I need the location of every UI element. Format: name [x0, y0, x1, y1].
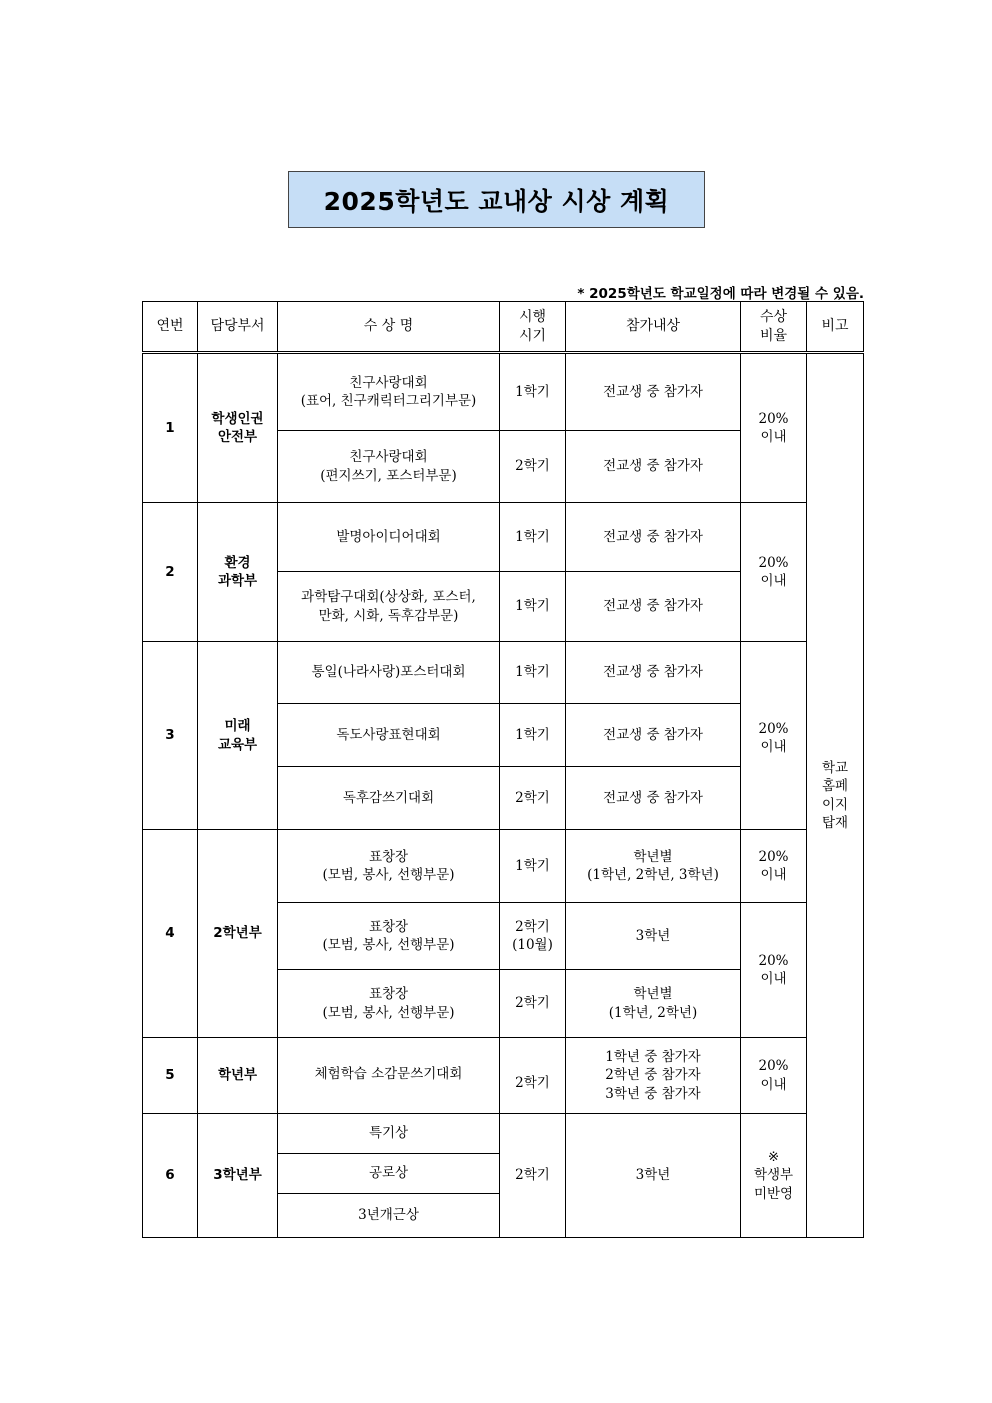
header-no: 연번	[143, 302, 198, 353]
period: 2학기 (10월)	[500, 903, 566, 970]
award-name: 친구사랑대회 (편지쓰기, 포스터부문)	[278, 431, 500, 503]
remark: 학교 홈페 이지 탑재	[807, 353, 864, 1238]
award-name: 발명아이디어대회	[278, 503, 500, 572]
target: 3학년	[566, 1114, 741, 1238]
award-name: 독후감쓰기대회	[278, 767, 500, 830]
schedule-note: * 2025학년도 학교일정에 따라 변경될 수 있음.	[577, 286, 864, 302]
period: 1학기	[500, 503, 566, 572]
target: 전교생 중 참가자	[566, 431, 741, 503]
department: 학생인권 안전부	[198, 353, 278, 503]
period: 2학기	[500, 767, 566, 830]
header-row	[143, 302, 864, 353]
award-ratio: 20% 이내	[741, 1038, 807, 1114]
target: 전교생 중 참가자	[566, 767, 741, 830]
row-number: 3	[143, 642, 198, 830]
award-name: 독도사랑표현대회	[278, 704, 500, 767]
table-row	[143, 642, 864, 704]
header-dept: 담당부서	[198, 302, 278, 353]
row-number: 1	[143, 353, 198, 503]
department: 3학년부	[198, 1114, 278, 1238]
target: 학년별 (1학년, 2학년)	[566, 970, 741, 1038]
row-number: 5	[143, 1038, 198, 1114]
row-number: 2	[143, 503, 198, 642]
period: 2학기	[500, 1038, 566, 1114]
award-name: 공로상	[278, 1154, 500, 1194]
award-ratio: 20% 이내	[741, 642, 807, 830]
department: 학년부	[198, 1038, 278, 1114]
award-name: 3년개근상	[278, 1194, 500, 1238]
department: 2학년부	[198, 830, 278, 1038]
award-name: 체험학습 소감문쓰기대회	[278, 1038, 500, 1114]
period: 1학기	[500, 830, 566, 903]
target: 전교생 중 참가자	[566, 353, 741, 431]
department: 환경 과학부	[198, 503, 278, 642]
award-ratio: ※ 학생부 미반영	[741, 1114, 807, 1238]
award-ratio: 20% 이내	[741, 830, 807, 903]
period: 2학기	[500, 431, 566, 503]
row-number: 4	[143, 830, 198, 1038]
table-row	[143, 503, 864, 572]
period: 2학기	[500, 1114, 566, 1238]
header-period: 시행 시기	[500, 302, 566, 353]
header-remark: 비고	[807, 302, 864, 353]
target: 전교생 중 참가자	[566, 503, 741, 572]
award-plan-table	[142, 301, 864, 1238]
award-name: 표창장 (모범, 봉사, 선행부문)	[278, 970, 500, 1038]
header-ratio: 수상 비율	[741, 302, 807, 353]
target: 1학년 중 참가자 2학년 중 참가자 3학년 중 참가자	[566, 1038, 741, 1114]
header-award: 수 상 명	[278, 302, 500, 353]
page-title: 2025학년도 교내상 시상 계획	[288, 171, 705, 228]
target: 3학년	[566, 903, 741, 970]
period: 1학기	[500, 572, 566, 642]
target: 전교생 중 참가자	[566, 642, 741, 704]
award-name: 표창장 (모범, 봉사, 선행부문)	[278, 903, 500, 970]
award-ratio: 20% 이내	[741, 503, 807, 642]
header-target: 참가내상	[566, 302, 741, 353]
award-ratio: 20% 이내	[741, 353, 807, 503]
period: 1학기	[500, 704, 566, 767]
award-name: 표창장 (모범, 봉사, 선행부문)	[278, 830, 500, 903]
table-row	[143, 1038, 864, 1114]
table-row	[143, 1114, 864, 1154]
period: 1학기	[500, 353, 566, 431]
table-row	[143, 353, 864, 431]
award-name: 친구사랑대회 (표어, 친구캐릭터그리기부문)	[278, 353, 500, 431]
award-name: 특기상	[278, 1114, 500, 1154]
table-row	[143, 830, 864, 903]
period: 1학기	[500, 642, 566, 704]
award-name: 통일(나라사랑)포스터대회	[278, 642, 500, 704]
award-ratio: 20% 이내	[741, 903, 807, 1038]
award-name: 과학탐구대회(상상화, 포스터, 만화, 시화, 독후감부문)	[278, 572, 500, 642]
department: 미래 교육부	[198, 642, 278, 830]
period: 2학기	[500, 970, 566, 1038]
target: 학년별 (1학년, 2학년, 3학년)	[566, 830, 741, 903]
target: 전교생 중 참가자	[566, 572, 741, 642]
target: 전교생 중 참가자	[566, 704, 741, 767]
row-number: 6	[143, 1114, 198, 1238]
